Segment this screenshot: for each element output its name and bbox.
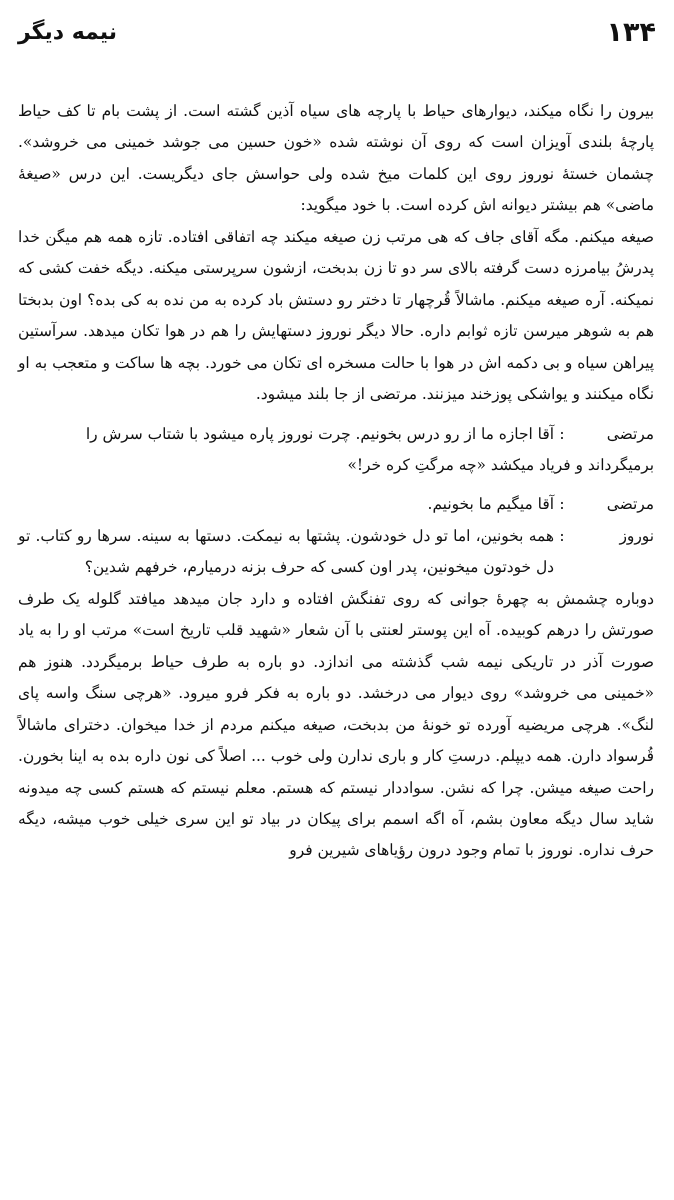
dialogue-text: آقا میگیم ما بخونیم. [427,495,554,514]
book-title: نیمه دیگر [18,19,118,45]
dialogue-line-3 [18,521,654,584]
dialogue-line-1 [18,419,654,482]
dialogue-colon: : [559,424,565,443]
paragraph-3: دوباره چشمش به چهرهٔ جوانی که روی تفنگش افتاده و دارد جان میدهد میافتد گلوله یک طرف صورتش را درهم کوبیده. آه این پوستر لعنتی با آن شعار «شهید قلب تاریخ است» مرتب او را به یاد صورت آذر در تاریکی نیمه شب گذشته می اندازد. دو باره به طرف حیاط برمیگردد. هنوز هم «خمینی می خروشد» روی دیوار می درخشد. دو باره به فکر فرو میرود. «هرچی سنگ واسه پای لنگ». هرچی مریضیه آورده تو خونهٔ من بدبخت، صیغه میکنم مردم از خدا میخوان. دخترای ماشالاً قُرسواد دارن. همه دیپلم. درستِ کار و باری ندارن ولی خوب ... اصلاً کی نون داره بده به اینا بخورن. راحت صیغه میشن. چرا که نشن. سواددار نیستم که هستم. معلم نیستم که هستم کسی چه میدونه شاید سال دیگه معاون بشم، آه اگه اسمم برای پیکان در بیاد تو این سری خیلی خوب میشه، دیگه حرف نداره. نوروز با تمام وجود درون رؤیاهای شیرین فرو [18,589,654,860]
dialogue-line-2 [18,489,654,520]
dialogue-text-first: آقا اجازه ما از رو درس بخونیم. چرت نوروز پاره میشود با شتاب سرش را [85,424,554,443]
dialogue-speaker: مرتضی [606,424,654,443]
body-text [18,96,654,867]
page-number: ۱۳۴ [606,16,656,48]
page-header [18,14,656,50]
dialogue-speaker: نوروز [619,526,654,545]
dialogue-continuation: برمیگرداند و فریاد میکشد «چه مرگتِ کره خر!» [347,455,654,474]
dialogue-colon: : [559,526,565,545]
dialogue-colon: : [559,495,565,514]
dialogue-text: همه بخونین، اما تو دل خودشون. پشتها به نیمکت. دستها به سینه. سرها رو کتاب. تو دل خودتون میخونین، پدر اون کسی که حرف بزنه درمیارم، خرفهم شدین؟ [18,526,554,577]
paragraph-1: بیرون را نگاه میکند، دیوارهای حیاط با پارچه های سیاه آذین گشته است. از پشت بام تا کف حیاط پارچهٔ بلندی آویزان است که روی آن نوشته شده «خون حسین می جوشد خمینی می خروشد». چشمان خستهٔ نوروز روی این کلمات میخ شده ولی حواسش جای دیگریست. این درس «صیغهٔ ماضی» هم بیشتر دیوانه اش کرده است. با خود میگوید: [18,102,654,215]
paragraph-2: صیغه میکنم. مگه آقای جاف که هی مرتب زن صیغه میکند چه اتفاقی افتاده. تازه همه هم میگن خدا پدرشُ بیامرزه دست گرفته بالای سر دو تا زن بدبخت، ازشون سرپرستی میکنه. دیگه خفت کشی که نمیکنه. آره صیغه میکنم. ماشالاً قُرچهار تا دختر رو دستش باد کرده به من نده به کی بده؟ اون بدبختا هم به شوهر میرسن تازه ثوابم داره. حالا دیگر نوروز دستهایش را هم در هوا تکان میدهد. سرآستین پیراهن سیاه و بی دکمه اش در هوا با حالت مسخره ای تکان می خورد. بچه ها ساکت و متعجب به او نگاه میکنند و یواشکی پوزخند میزنند. مرتضی از جا بلند میشود. [18,227,654,404]
dialogue-speaker: مرتضی [606,495,654,514]
